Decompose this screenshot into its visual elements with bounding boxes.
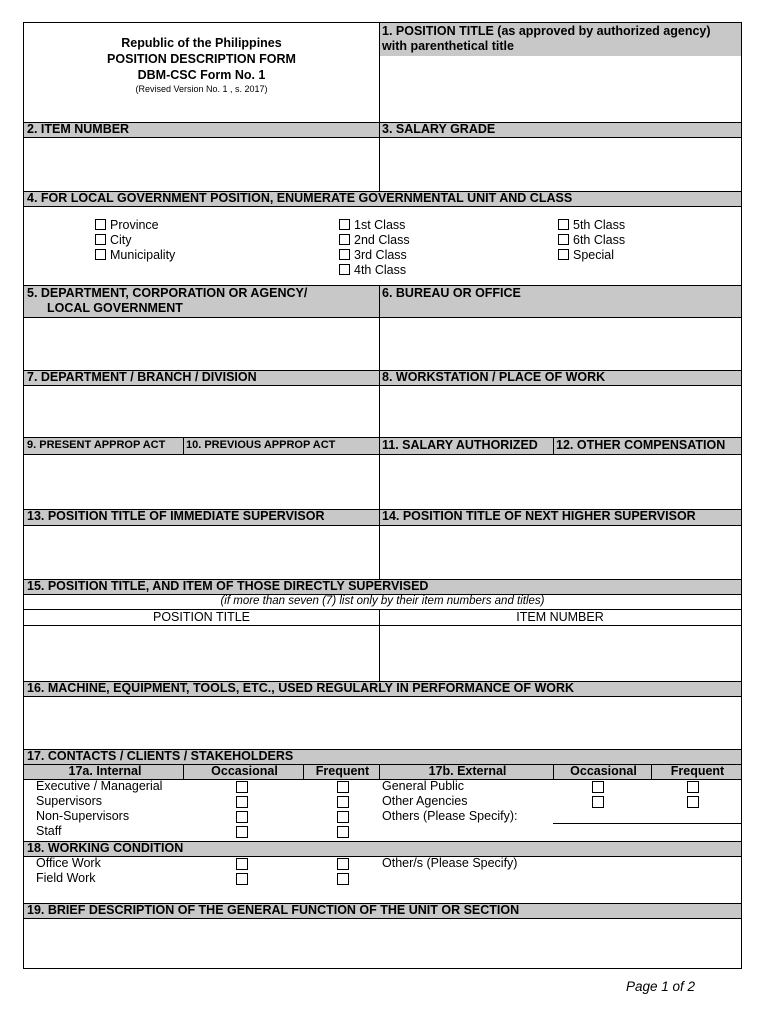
contact-other-agencies: Other Agencies <box>382 794 468 808</box>
division-header: 7. DEPARTMENT / BRANCH / DIVISION <box>24 370 379 385</box>
form-name: POSITION DESCRIPTION FORM <box>107 52 296 66</box>
equipment-field[interactable] <box>24 696 741 749</box>
rule <box>303 764 304 779</box>
workstation-field[interactable] <box>379 385 741 437</box>
other-conditions-label: Other/s (Please Specify) <box>382 856 518 870</box>
external-header: 17b. External <box>379 764 553 779</box>
rule <box>24 122 741 123</box>
rule <box>24 454 741 455</box>
bureau-header: 6. BUREAU OR OFFICE <box>379 285 741 317</box>
option-province[interactable]: Province <box>95 218 175 233</box>
rule <box>24 903 741 904</box>
rule <box>24 437 741 438</box>
other-compensation-header: 12. OTHER COMPENSATION <box>553 437 741 454</box>
equipment-header: 16. MACHINE, EQUIPMENT, TOOLS, ETC., USED REGULARLY IN PERFORMANCE OF WORK <box>24 681 741 696</box>
republic-title: Republic of the Philippines <box>121 36 282 50</box>
form-revision: (Revised Version No. 1 , s. 2017) <box>135 84 268 94</box>
internal-contacts-list <box>36 779 162 839</box>
option-3rd-class[interactable]: 3rd Class <box>339 248 410 263</box>
position-title-column: POSITION TITLE <box>152 610 250 624</box>
checkbox[interactable] <box>339 234 350 245</box>
workstation-header: 8. WORKSTATION / PLACE OF WORK <box>379 370 741 385</box>
option-6th-class[interactable]: 6th Class <box>558 233 625 248</box>
office-work-frequent-checkbox[interactable] <box>337 858 349 870</box>
class-list-b <box>558 218 625 263</box>
class-list-a <box>339 218 410 278</box>
contact-supervisors: Supervisors <box>36 794 102 808</box>
rule <box>24 681 741 682</box>
internal-occasional-header: Occasional <box>183 764 303 779</box>
immediate-supervisor-field[interactable] <box>24 525 379 579</box>
rule <box>24 579 741 580</box>
field-work-frequent-checkbox[interactable] <box>337 873 349 885</box>
salary-authorized-header: 11. SALARY AUTHORIZED <box>379 437 553 454</box>
department-field[interactable] <box>24 317 379 370</box>
bureau-field[interactable] <box>379 317 741 370</box>
condition-office-work: Office Work <box>36 856 101 870</box>
rule <box>379 609 380 681</box>
checkbox[interactable] <box>95 249 106 260</box>
supervised-note: (if more than seven (7) list only by their item numbers and titles) <box>220 595 545 607</box>
contacts-header: 17. CONTACTS / CLIENTS / STAKEHOLDERS <box>24 749 741 764</box>
rule <box>24 841 741 842</box>
next-higher-supervisor-header: 14. POSITION TITLE OF NEXT HIGHER SUPERVISOR <box>379 509 741 525</box>
rule <box>24 696 741 697</box>
external-contacts-list <box>382 779 517 824</box>
rule <box>24 749 741 750</box>
rule <box>24 509 741 510</box>
option-municipality[interactable]: Municipality <box>95 248 175 263</box>
external-frequent-header: Frequent <box>651 764 741 779</box>
option-4th-class[interactable]: 4th Class <box>339 263 410 278</box>
contact-others-specify: Others (Please Specify): <box>382 809 518 823</box>
rule <box>651 764 652 779</box>
salary-grade-field[interactable] <box>379 137 741 191</box>
rule <box>24 206 741 207</box>
working-conditions-list <box>36 856 101 886</box>
option-city[interactable]: City <box>95 233 175 248</box>
rule <box>379 285 380 579</box>
rule <box>553 437 554 454</box>
option-1st-class[interactable]: 1st Class <box>339 218 410 233</box>
position-description-form <box>23 22 742 969</box>
supervisors-frequent-checkbox[interactable] <box>337 796 349 808</box>
rule <box>379 764 380 779</box>
working-condition-header: 18. WORKING CONDITION <box>24 841 741 856</box>
internal-header: 17a. Internal <box>24 764 183 779</box>
checkbox[interactable] <box>339 249 350 260</box>
contact-general-public: General Public <box>382 779 464 793</box>
rule <box>24 370 741 371</box>
rule <box>24 856 741 857</box>
supervised-item-field[interactable] <box>379 625 741 681</box>
present-approp-header: 9. PRESENT APPROP ACT <box>24 437 183 454</box>
field-work-occasional-checkbox[interactable] <box>236 873 248 885</box>
immediate-supervisor-header: 13. POSITION TITLE OF IMMEDIATE SUPERVISOR <box>24 509 379 525</box>
executive-occasional-checkbox[interactable] <box>236 781 248 793</box>
rule <box>24 764 741 765</box>
staff-occasional-checkbox[interactable] <box>236 826 248 838</box>
rule <box>24 625 741 626</box>
rule <box>24 317 741 318</box>
department-header: 5. DEPARTMENT, CORPORATION OR AGENCY/ LOCAL GOVERNMENT <box>24 285 379 317</box>
rule <box>24 918 741 919</box>
contact-executive: Executive / Managerial <box>36 779 163 793</box>
supervisors-occasional-checkbox[interactable] <box>236 796 248 808</box>
checkbox[interactable] <box>558 249 569 260</box>
external-occasional-header: Occasional <box>553 764 651 779</box>
division-field[interactable] <box>24 385 379 437</box>
item-number-field[interactable] <box>24 137 379 191</box>
position-title-field[interactable] <box>379 56 741 122</box>
rule <box>24 285 741 286</box>
rule <box>24 137 741 138</box>
salary-grade-header: 3. SALARY GRADE <box>379 122 741 137</box>
staff-frequent-checkbox[interactable] <box>337 826 349 838</box>
supervised-header: 15. POSITION TITLE, AND ITEM OF THOSE DIRECTLY SUPERVISED <box>24 579 741 594</box>
checkbox[interactable] <box>339 264 350 275</box>
rule <box>553 764 554 779</box>
rule <box>24 385 741 386</box>
internal-frequent-header: Frequent <box>303 764 379 779</box>
lgu-class-header: 4. FOR LOCAL GOVERNMENT POSITION, ENUMERATE GOVERNMENTAL UNIT AND CLASS <box>24 191 741 206</box>
approp-act-field[interactable] <box>24 454 379 509</box>
non-supervisors-occasional-checkbox[interactable] <box>236 811 248 823</box>
rule <box>24 594 741 595</box>
page-number: Page 1 of 2 <box>626 979 696 994</box>
other-agencies-occasional-checkbox[interactable] <box>592 796 604 808</box>
item-number-column: ITEM NUMBER <box>516 610 604 624</box>
salary-field[interactable] <box>379 454 741 509</box>
checkbox[interactable] <box>95 219 106 230</box>
option-5th-class[interactable]: 5th Class <box>558 218 625 233</box>
general-public-occasional-checkbox[interactable] <box>592 781 604 793</box>
rule <box>24 191 741 192</box>
rule <box>183 764 184 779</box>
next-higher-supervisor-field[interactable] <box>379 525 741 579</box>
contact-non-supervisors: Non-Supervisors <box>36 809 130 823</box>
option-special[interactable]: Special <box>558 248 625 263</box>
checkbox[interactable] <box>558 219 569 230</box>
checkbox[interactable] <box>95 234 106 245</box>
rule <box>24 525 741 526</box>
condition-field-work: Field Work <box>36 871 96 885</box>
section-1-header: 1. POSITION TITLE (as approved by authorized agency) with parenthetical title <box>379 23 741 56</box>
checkbox[interactable] <box>339 219 350 230</box>
form-number: DBM-CSC Form No. 1 <box>137 68 266 82</box>
option-2nd-class[interactable]: 2nd Class <box>339 233 410 248</box>
general-function-header: 19. BRIEF DESCRIPTION OF THE GENERAL FUNCTION OF THE UNIT OR SECTION <box>24 903 741 918</box>
rule <box>379 23 380 191</box>
previous-approp-header: 10. PREVIOUS APPROP ACT <box>183 437 379 454</box>
contact-staff: Staff <box>36 824 62 838</box>
other-agencies-frequent-checkbox[interactable] <box>687 796 699 808</box>
general-public-frequent-checkbox[interactable] <box>687 781 699 793</box>
general-function-field[interactable] <box>24 918 741 968</box>
office-work-occasional-checkbox[interactable] <box>236 858 248 870</box>
rule <box>24 779 741 780</box>
others-specify-line[interactable] <box>553 823 741 824</box>
item-number-header: 2. ITEM NUMBER <box>24 122 379 137</box>
checkbox[interactable] <box>558 234 569 245</box>
supervised-title-field[interactable] <box>24 625 379 681</box>
form-title-block <box>24 23 379 122</box>
executive-frequent-checkbox[interactable] <box>337 781 349 793</box>
non-supervisors-frequent-checkbox[interactable] <box>337 811 349 823</box>
unit-type-list <box>95 218 175 263</box>
rule <box>24 609 741 610</box>
rule <box>183 437 184 454</box>
